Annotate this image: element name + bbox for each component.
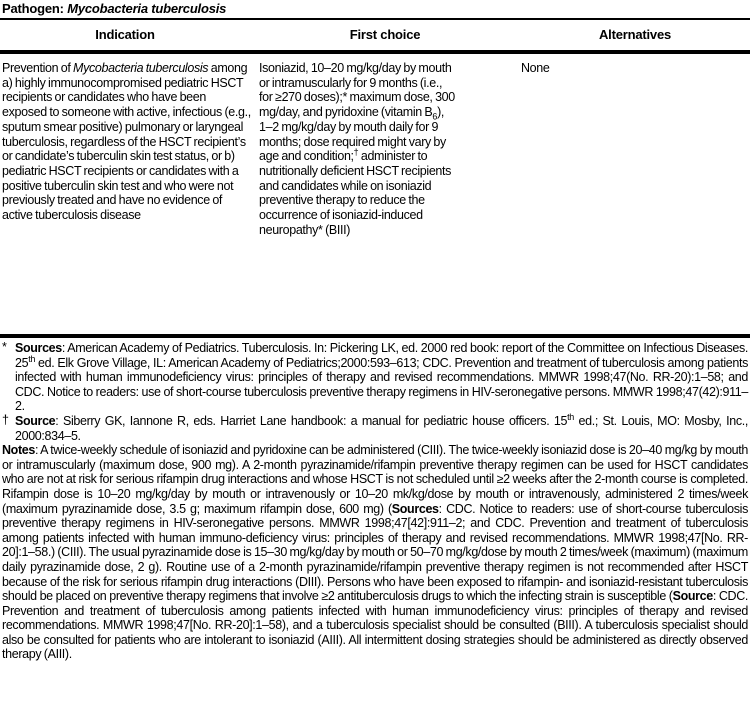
ordinal-25th-superscript: th: [28, 353, 36, 364]
table-header-row: [0, 20, 750, 50]
pathogen-title: [0, 0, 750, 18]
column-header-alternatives: Alternatives: [598, 27, 672, 42]
footnote1-text-1: : American Academy of Pediatrics. Tuberculosis. In: Pickering LK, ed. 2000 red book: report of the Committee on Infectious Diseases. 25: [15, 341, 748, 370]
notes-source-bold: Source: [672, 589, 713, 604]
pathogen-name: Mycobacteria tuberculosis: [67, 1, 227, 16]
indication-cell: [0, 61, 255, 334]
source-label: Source: [15, 413, 56, 428]
footnote-source-dagger: [2, 411, 748, 443]
footnote1-text-2: ed. Elk Grove Village, IL: American Academy of Pediatrics;2000:593–613; CDC. Prevention and treatment of tuberculosis among patients infected with human immunodeficiency virus: principles of therapy and revised recommendations. MMWR 1998;47(No. RR-20):1–58; and CDC. Notice to readers: use of short-course tuberculosis preventive therapy regimens in HIV-seronegative persons. MMWR 1998;47(42):911–2.: [15, 355, 748, 414]
footnote2-text-2: ed.; St. Louis, MO: Mosby, Inc., 2000:834–5.: [15, 413, 748, 443]
notes-text-3: : CDC. Prevention and treatment of tuberculosis among patients infected with human immunodeficiency virus: principles of therapy and revised recommendations. MMWR 1998;47[No. RR-20]:1–58), and a tuberculosis specialist should be consulted (BIII). A tuberculosis specialist should also be consulted for patients who are intolerant to isoniazid (AIII). All intermittent dosing strategies should be administered as directly observed therapy (AIII).: [2, 589, 748, 662]
first-choice-text-2: ), 1–2 mg/kg/day by mouth daily for 9 months; dose required might vary by age and condition;: [259, 105, 446, 164]
notes-text-2: : CDC. Notice to readers: use of short-course tuberculosis preventive therapy regimens in HIV-seronegative persons. MMWR 1998;47[42]:911–2; and CDC. Prevention and treatment of tuberculosis among patients infected with human immuno-deficiency virus: principles of therapy and revised recommendations. MMWR 1998;47[No. RR-20]:1–58.) (CIII). The usual pyrazinamide dose is 15–30 mg/kg/day by mouth or 50–70 mg/kg/dose by mouth 2 times/week (maximum) (maximum daily pyrazinamide dose, 2 g). Routine use of a 2-month pyrazinamide/rifampin preventive therapy regimen is not recommended after HSCT because of the risk for serious rifampin drug interactions (DIII). Persons who have been exposed to rifampin- and isoniazid-resistant tuberculosis should be placed on preventive therapy regimens that involve ≥2 antituberculosis drugs to which the infecting strain is susceptible (: [2, 501, 748, 604]
indication-pathogen-italic: Mycobacteria tuberculosis: [73, 61, 209, 75]
notes-label: Notes: [2, 443, 35, 458]
dagger-footnote-mark: †: [353, 147, 359, 158]
notes-paragraph: [2, 443, 748, 662]
footnotes-section: [0, 338, 750, 662]
first-choice-cell-wrap: [255, 61, 515, 334]
indication-text-post: among a) highly immunocompromised pediatric HSCT recipients or candidates who have been exposed to someone with active, infectious (e.g., sputum smear positive) pulmonary or laryngeal tuberculosis, regardless of the HSCT recipient’s or candidate’s tuberculin skin test status, or b) pediatric HSCT recipients or candidates with a positive tuberculin skin test and who were not previously treated and have no evidence of active tuberculosis disease: [2, 61, 251, 223]
dagger-marker: †: [2, 412, 9, 427]
notes-sources-bold: Sources: [391, 501, 439, 516]
vitamin-b6-subscript: 6: [432, 111, 438, 122]
pathogen-label: Pathogen:: [2, 1, 64, 16]
footnote-sources-asterisk: [2, 341, 748, 414]
first-choice-text-3: administer to nutritionally deficient HSCT recipients and candidates while on isoniazid preventive therapy to reduce the occurrence of isoniazid-induced neuropathy* (BIII): [259, 149, 452, 237]
notes-text-1: : A twice-weekly schedule of isoniazid and pyridoxine can be administered (CIII). The twice-weekly isoniazid dose is 20–40 mg/kg by mouth or intramuscularly (maximum dose, 900 mg). A 2-month pyrazinamide/rifampin preventive therapy regimen can be used for HSCT candidates who are not at risk for serious rifampin drug interactions and whose HSCT is not scheduled until ≥2 weeks after the 2-month course is completed. Rifampin dose is 10–20 mg/kg/day by mouth or intravenously or 10–20 mk/kg/dose by mouth or intravenously, administered 2 times/week (maximum pyrazinamide dose, 3.5 g; maximum rifampin dose, 600 mg) (: [2, 443, 748, 516]
column-header-first-choice: First choice: [349, 27, 421, 42]
first-choice-cell: [255, 61, 457, 237]
asterisk-marker: *: [2, 340, 7, 354]
ordinal-15th-superscript: th: [567, 411, 574, 422]
indication-text-pre: Prevention of: [2, 61, 74, 75]
alternatives-cell: None: [521, 61, 550, 75]
column-header-indication: Indication: [95, 27, 155, 42]
table-row: [0, 54, 750, 334]
first-choice-text-1: Isoniazid, 10–20 mg/kg/day by mouth or intramuscularly for 9 months (i.e., for ≥270 doses);* maximum dose, 300 mg/day, and pyridoxine (vitamin B: [259, 61, 455, 120]
sources-label: Sources: [15, 341, 62, 355]
footnote2-text-1: : Siberry GK, Iannone R, eds. Harriet Lane handbook: a manual for pediatric house officers. 15: [55, 413, 568, 428]
